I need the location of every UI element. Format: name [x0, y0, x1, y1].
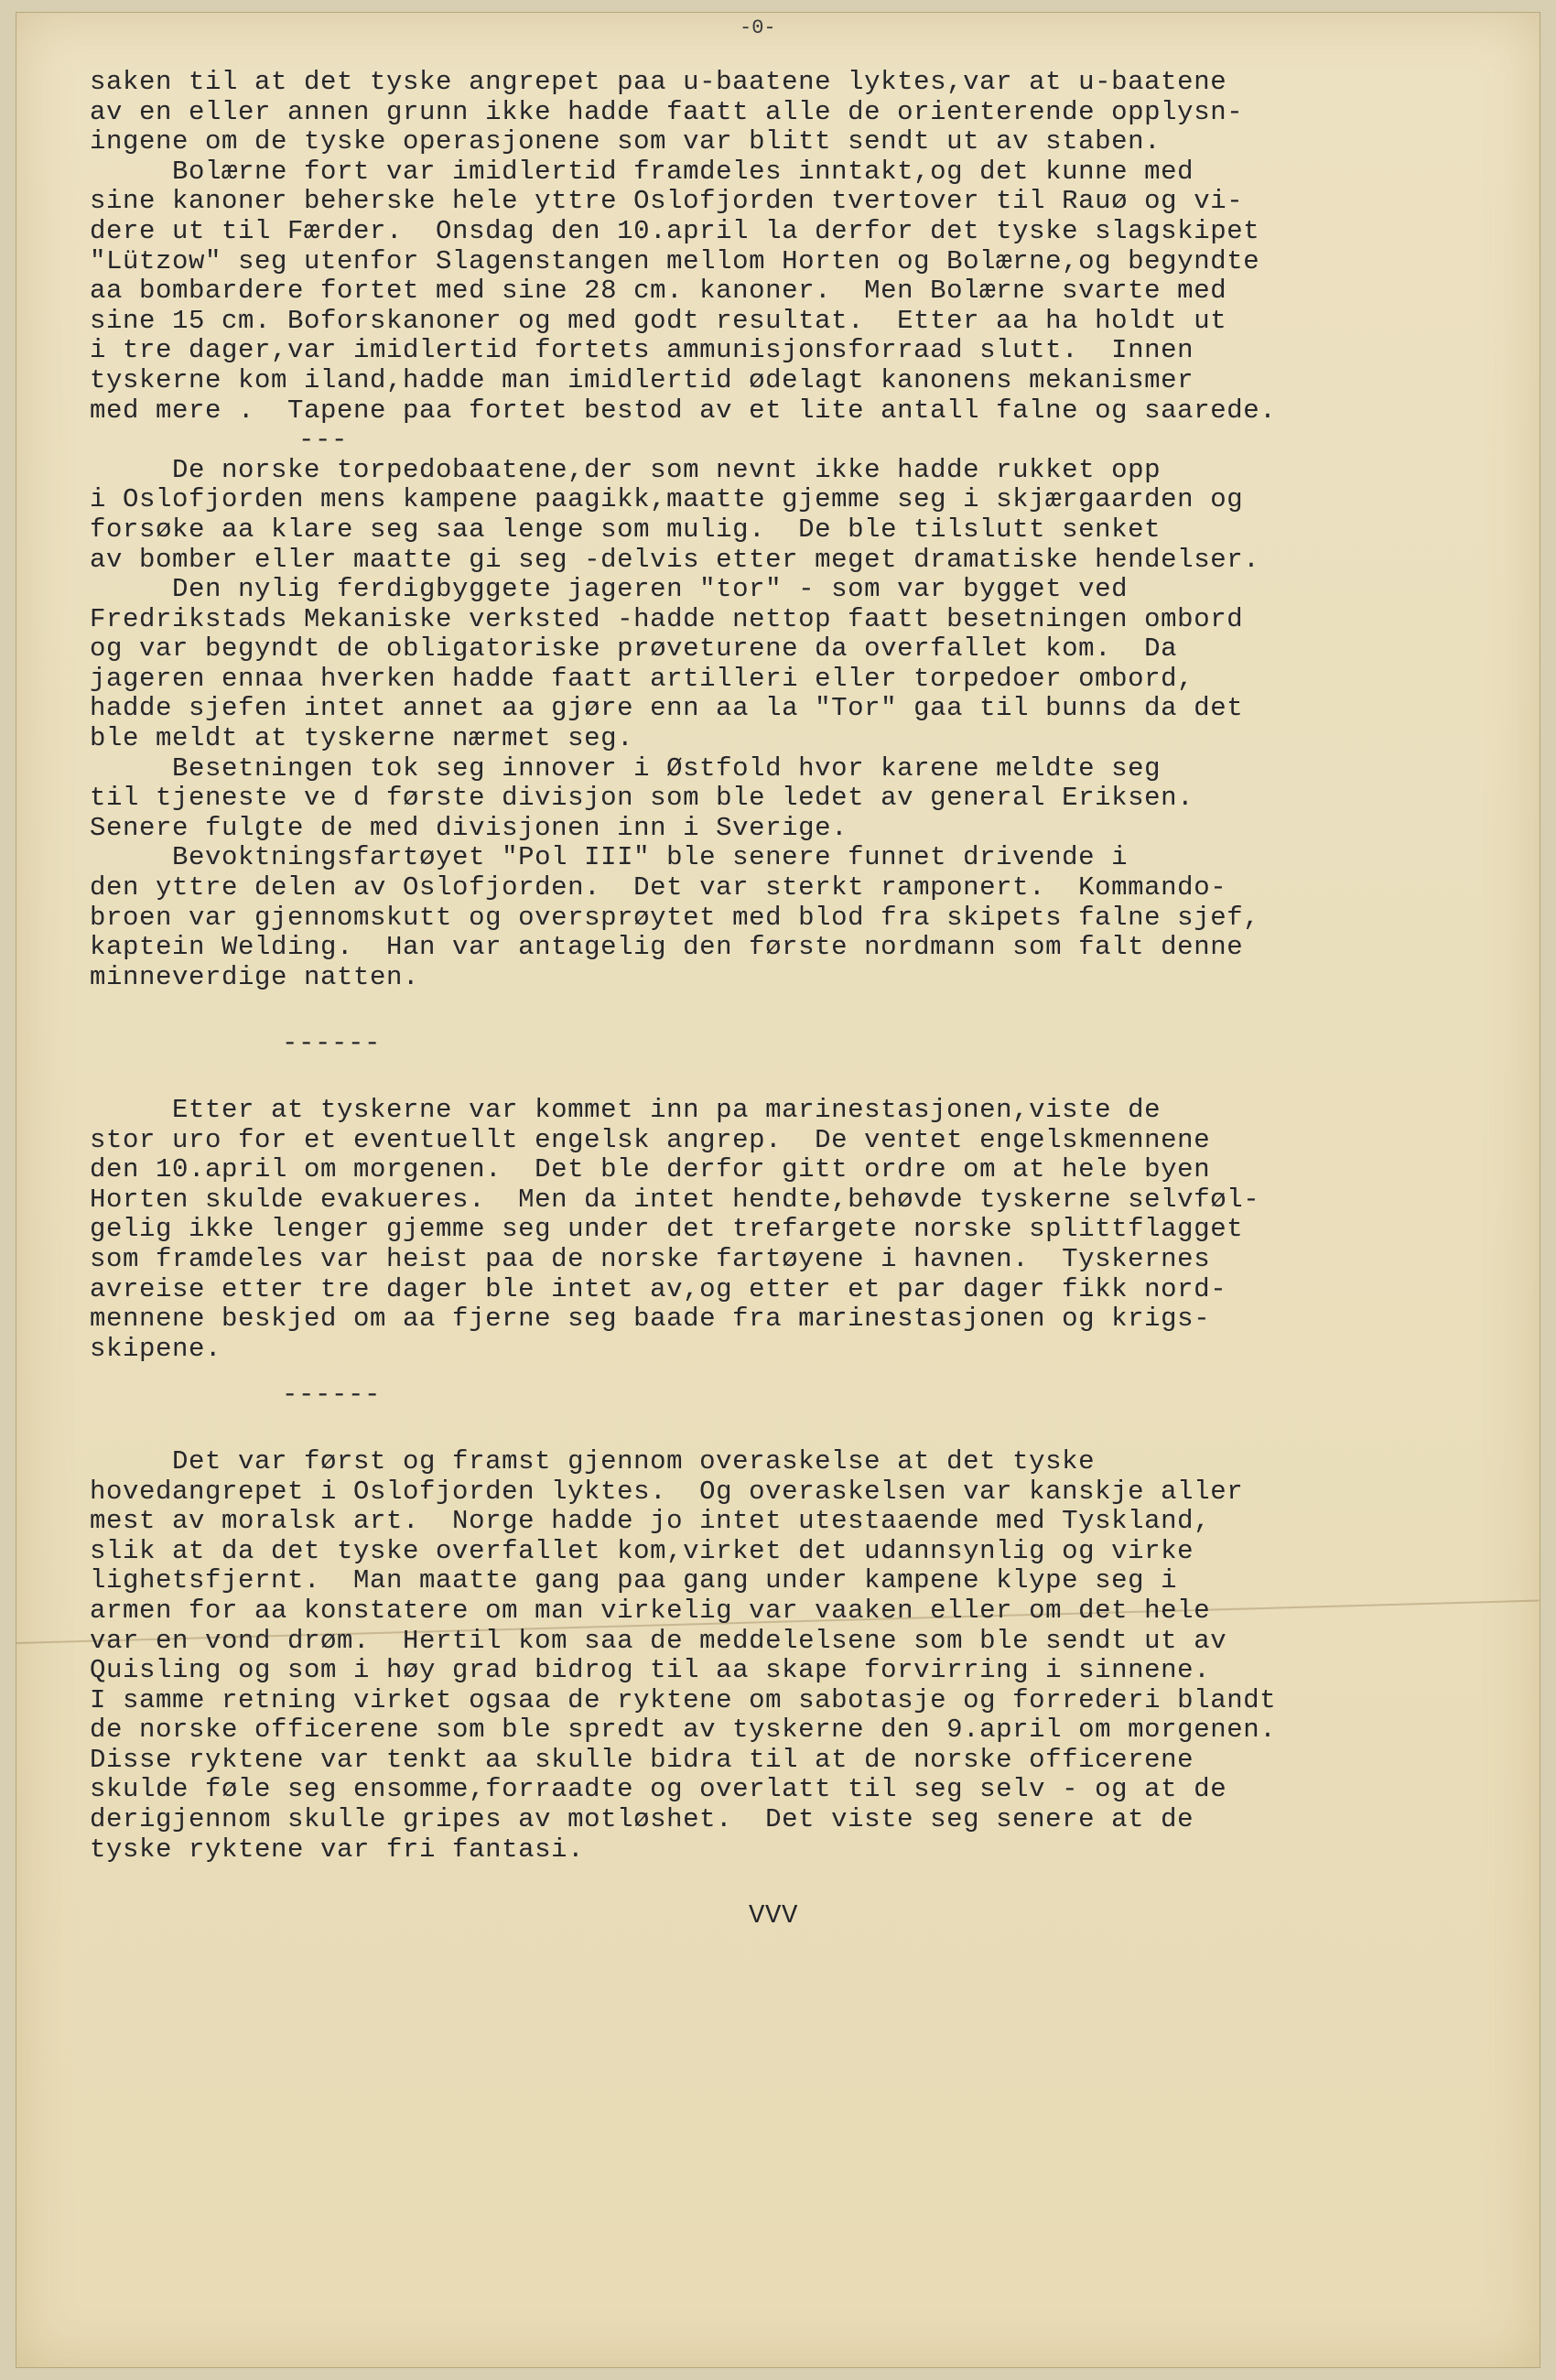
text-line: derigjennom skulle gripes av motløshet. Det viste seg senere at de: [90, 1804, 1194, 1835]
text-line: de norske officerene som ble spredt av tyskerne den 9.april om morgenen.: [90, 1715, 1277, 1746]
text-line: forsøke aa klare seg saa lenge som mulig. De ble tilslutt senket: [90, 514, 1162, 545]
text-line: kaptein Welding. Han var antagelig den første nordmann som falt denne: [90, 932, 1244, 963]
text-line: slik at da det tyske overfallet kom,virket det udannsynlig og virke: [90, 1535, 1194, 1566]
paragraph: [90, 1096, 1444, 1364]
paragraph: [90, 575, 1444, 754]
text-line: Senere fulgte de med divisjonen inn i Sverige.: [90, 812, 848, 843]
text-line: av en eller annen grunn ikke hadde faatt alle de orienterende opplysn-: [90, 96, 1244, 127]
paragraph: [90, 1447, 1444, 1865]
paragraph: [90, 68, 1444, 157]
text-line: tyskerne kom iland,hadde man imidlertid ødelagt kanonens mekanismer: [90, 364, 1194, 395]
text-line: hadde sjefen intet annet aa gjøre enn aa la "Tor" gaa til bunns da det: [90, 693, 1244, 724]
text-line: De norske torpedobaatene,der som nevnt ikke hadde rukket opp: [90, 454, 1162, 485]
text-line: lighetsfjernt. Man maatte gang paa gang under kampene klype seg i: [90, 1565, 1178, 1596]
text-line: dere ut til Færder. Onsdag den 10.april la derfor det tyske slagskipet: [90, 215, 1260, 246]
text-line: stor uro for et eventuellt engelsk angrep. De ventet engelskmennene: [90, 1124, 1211, 1155]
text-line: Bolærne fort var imidlertid framdeles inntakt,og det kunne med: [90, 156, 1194, 187]
text-line: mest av moralsk art. Norge hadde jo intet utestaaende med Tyskland,: [90, 1506, 1211, 1537]
text-line: som framdeles var heist paa de norske fartøyene i havnen. Tyskernes: [90, 1243, 1211, 1274]
text-line: Horten skulde evakueres. Men da intet hendte,behøvde tyskerne selvføl-: [90, 1184, 1260, 1215]
text-line: armen for aa konstatere om man virkelig var vaaken eller om det hele: [90, 1595, 1211, 1626]
separator-dashes: ------: [282, 1028, 382, 1059]
spacer: [90, 1865, 1444, 1901]
text-line: sine kanoner beherske hele yttre Oslofjorden tvertover til Rauø og vi-: [90, 186, 1244, 217]
paragraph: [90, 157, 1444, 426]
text-line: broen var gjennomskutt og oversprøytet med blod fra skipets falne sjef,: [90, 902, 1260, 933]
text-line: tyske ryktene var fri fantasi.: [90, 1834, 585, 1865]
text-line: "Lützow" seg utenfor Slagenstangen mellom Horten og Bolærne,og begyndte: [90, 245, 1260, 276]
text-line: minneverdige natten.: [90, 961, 420, 992]
text-line: jageren ennaa hverken hadde faatt artilleri eller torpedoer ombord,: [90, 663, 1194, 694]
document-page: [16, 13, 1540, 2367]
text-line: den 10.april om morgenen. Det ble derfor gitt ordre om at hele byen: [90, 1154, 1211, 1185]
text-line: sine 15 cm. Boforskanoner og med godt resultat. Etter aa ha holdt ut: [90, 305, 1227, 336]
end-mark: VVV: [749, 1900, 799, 1931]
text-line: I samme retning virket ogsaa de ryktene om sabotasje og forrederi blandt: [90, 1684, 1277, 1715]
text-line: saken til at det tyske angrepet paa u-baatene lyktes,var at u-baatene: [90, 67, 1227, 97]
text-line: hovedangrepet i Oslofjorden lyktes. Og overaskelsen var kanskje aller: [90, 1476, 1244, 1507]
text-line: gelig ikke lenger gjemme seg under det trefargete norske splittflagget: [90, 1214, 1244, 1245]
text-line: avreise etter tre dager ble intet av,og etter et par dager fikk nord-: [90, 1273, 1227, 1304]
paragraph: [90, 843, 1444, 992]
text-line: ingene om de tyske operasjonene som var blitt sendt ut av staben.: [90, 126, 1162, 157]
text-line: i tre dager,var imidlertid fortets ammunisjonsforraad slutt. Innen: [90, 335, 1194, 366]
text-line: Quisling og som i høy grad bidrog til aa skape forvirring i sinnene.: [90, 1655, 1211, 1686]
paragraph: [90, 456, 1444, 575]
separator-short: ---: [298, 425, 349, 456]
text-line: Bevoktningsfartøyet "Pol III" ble senere funnet drivende i: [90, 842, 1129, 873]
text-line: mennene beskjed om aa fjerne seg baade fra marinestasjonen og krigs-: [90, 1304, 1211, 1335]
text-line: var en vond drøm. Hertil kom saa de meddelelsene som ble sendt ut av: [90, 1625, 1227, 1656]
typewritten-text: [90, 68, 1444, 1932]
text-line: aa bombardere fortet med sine 28 cm. kanoner. Men Bolærne svarte med: [90, 276, 1227, 307]
text-line: skulde føle seg ensomme,forraadte og overlatt til seg selv - og at de: [90, 1774, 1227, 1805]
text-line: til tjeneste ve d første divisjon som ble ledet av general Eriksen.: [90, 783, 1194, 814]
text-line: med mere . Tapene paa fortet bestod av et lite antall falne og saarede.: [90, 395, 1277, 426]
text-line: Det var først og framst gjennom overaskelse at det tyske: [90, 1445, 1096, 1477]
page-number-mark: -0-: [740, 16, 776, 39]
spacer: [90, 992, 1444, 1029]
text-line: Besetningen tok seg innover i Østfold hvor karene meldte seg: [90, 752, 1162, 784]
separator-dashes: ------: [282, 1379, 382, 1411]
text-line: Den nylig ferdigbyggete jageren "tor" - som var bygget ved: [90, 574, 1129, 605]
text-line: Etter at tyskerne var kommet inn pa marinestasjonen,viste de: [90, 1095, 1162, 1125]
text-line: Fredrikstads Mekaniske verksted -hadde nettop faatt besetningen ombord: [90, 603, 1244, 634]
text-line: av bomber eller maatte gi seg -delvis etter meget dramatiske hendelser.: [90, 544, 1260, 575]
text-line: og var begyndt de obligatoriske prøveturene da overfallet kom. Da: [90, 633, 1178, 665]
text-line: ble meldt at tyskerne nærmet seg.: [90, 723, 634, 754]
text-line: den yttre delen av Oslofjorden. Det var sterkt ramponert. Kommando-: [90, 872, 1227, 903]
paragraph: [90, 754, 1444, 844]
text-line: Disse ryktene var tenkt aa skulle bidra til at de norske officerene: [90, 1744, 1194, 1775]
spacer: [90, 1059, 1444, 1096]
text-line: i Oslofjorden mens kampene paagikk,maatte gjemme seg i skjærgaarden og: [90, 484, 1244, 515]
spacer: [90, 1411, 1444, 1447]
spacer: [90, 1364, 1444, 1380]
text-line: skipene.: [90, 1333, 222, 1364]
